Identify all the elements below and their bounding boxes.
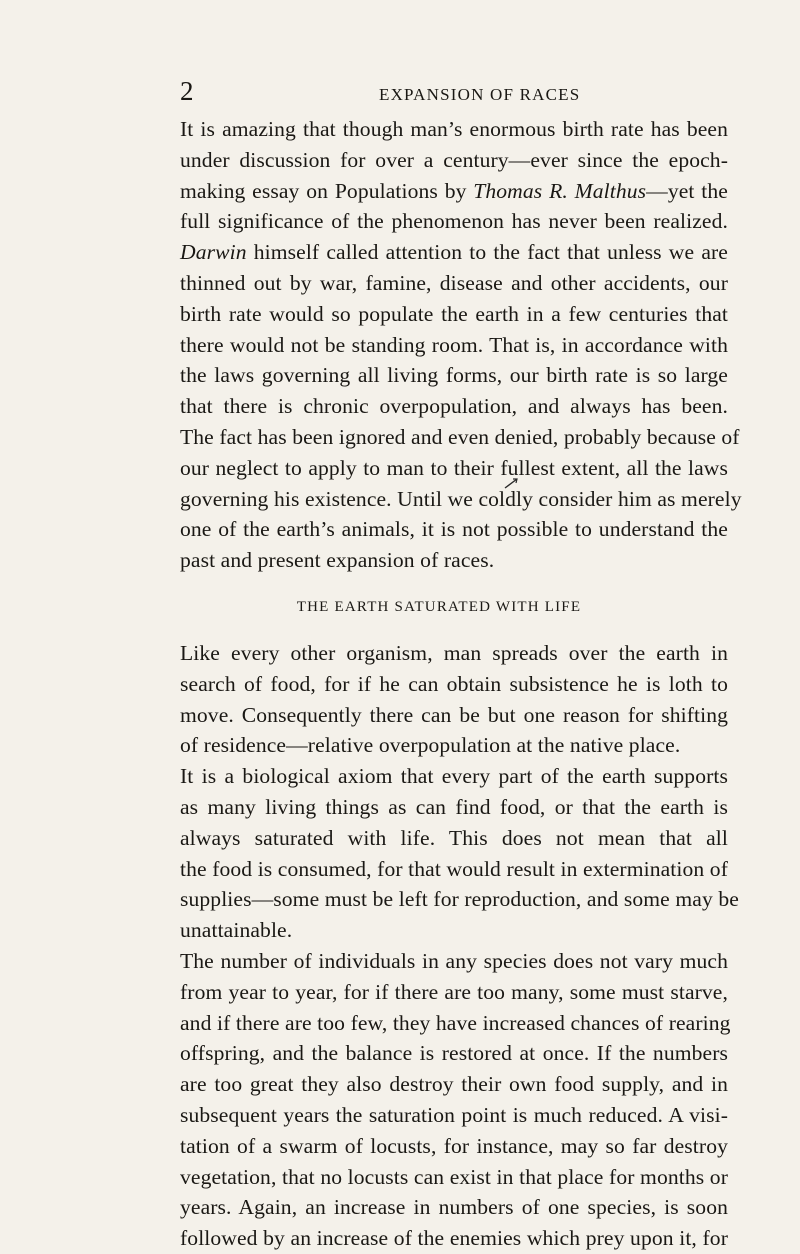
p1-line-1: It is amazing that though man’s enormous birth rate has been — [180, 117, 728, 141]
p4-line-4: offspring, and the balance is restored at once. If the numbers — [180, 1041, 728, 1066]
p4-line-8: vegetation, that no locusts can exist in that place for months or — [180, 1164, 728, 1189]
p4-line-3: and if there are too few, they have increased chances of rearing — [180, 1010, 731, 1035]
p1-line-5 — [180, 237, 728, 268]
p1-line-3-pre: making essay on Populations by — [180, 178, 474, 203]
p1-line-15: past and present expansion of races. — [180, 548, 495, 573]
p4-line-7: tation of a swarm of locusts, for instance, may so far destroy — [180, 1133, 728, 1158]
running-head: EXPANSION OF RACES — [379, 85, 581, 104]
p4-line-6: subsequent years the saturation point is much reduced. A visi- — [180, 1102, 728, 1127]
p1-line-3-post: —yet the — [646, 178, 728, 203]
p4-line-9: years. Again, an increase in numbers of one species, is soon — [180, 1195, 728, 1220]
p1-line-11: The fact has been ignored and even denied, probably because of — [180, 424, 740, 449]
p2-line-4: of residence—relative overpopulation at the native place. — [180, 733, 681, 758]
page-header — [180, 76, 728, 110]
author-name-malthus: Thomas R. Malthus — [473, 178, 647, 203]
p1-line-3 — [180, 176, 728, 207]
p3-line-2: as many living things as can find food, or that the earth is — [180, 794, 728, 819]
p1-line-4: full significance of the phenomenon has never been realized. — [180, 209, 728, 234]
p2-line-1: Like every other organism, man spreads over the earth in — [180, 640, 728, 665]
page-number: 2 — [180, 76, 194, 106]
p3-line-1: It is a biological axiom that every part of the earth supports — [180, 764, 728, 789]
p4-line-1: The number of individuals in any species does not vary much — [180, 948, 728, 973]
p1-line-14: one of the earth’s animals, it is not possible to understand the — [180, 517, 728, 542]
p3-line-5: supplies—some must be left for reproduction, and some may be — [180, 887, 739, 912]
section-heading: THE EARTH SATURATED WITH LIFE — [296, 598, 582, 615]
p1-line-6: thinned out by war, famine, disease and other accidents, our — [180, 270, 728, 295]
p1-line-8: there would not be standing room. That is, in accordance with — [180, 332, 728, 357]
author-name-darwin: Darwin — [180, 240, 247, 265]
p3-line-4: the food is consumed, for that would result in extermination of — [180, 856, 728, 881]
p3-line-6: unattainable. — [180, 918, 293, 943]
p1-line-5-post: himself called attention to the fact that unless we are — [246, 240, 728, 265]
body-text — [180, 114, 742, 1254]
p1-line-10: that there is chronic overpopulation, and always has been. — [180, 394, 728, 419]
p3-line-3: always saturated with life. This does not mean that all — [180, 825, 728, 850]
p1-line-7: birth rate would so populate the earth in a few centuries that — [180, 301, 728, 326]
p4-line-2: from year to year, for if there are too many, some must starve, — [180, 979, 728, 1004]
p1-line-13: governing his existence. Until we coldly consider him as merely — [180, 486, 742, 511]
p1-line-2: under discussion for over a century—ever since the epoch- — [180, 147, 728, 172]
p1-line-12: our neglect to apply to man to their fullest extent, all the laws — [180, 455, 728, 480]
p2-line-2: search of food, for if he can obtain subsistence he is loth to — [180, 671, 728, 696]
p4-line-10: followed by an increase of the enemies which prey upon it, for — [180, 1226, 728, 1251]
p4-line-5: are too great they also destroy their own food supply, and in — [180, 1072, 728, 1097]
p2-line-3: move. Consequently there can be but one reason for shifting — [180, 702, 728, 727]
p1-line-9: the laws governing all living forms, our birth rate is so large — [180, 363, 728, 388]
